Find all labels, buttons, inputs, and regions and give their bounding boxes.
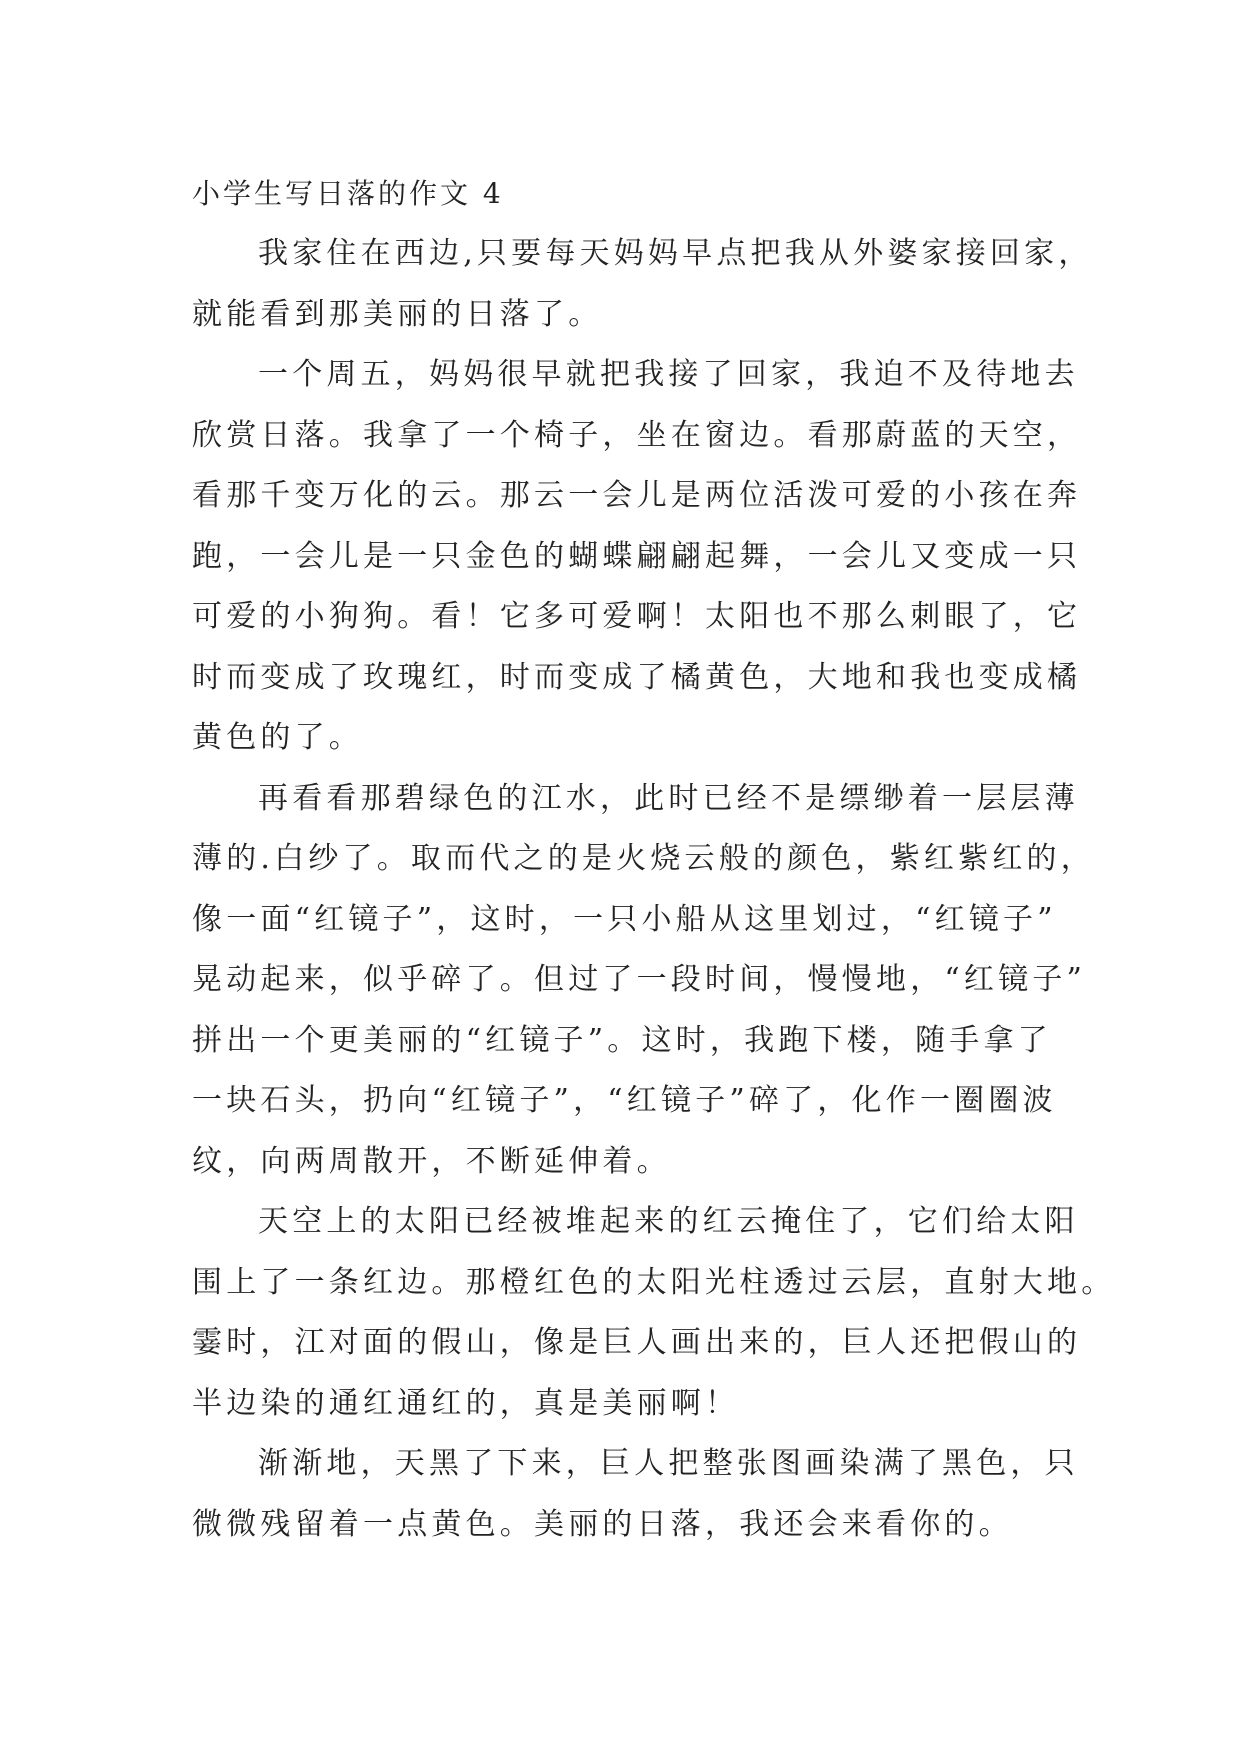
paragraph-line: 纹，向两周散开，不断延伸着。 (192, 1143, 671, 1179)
paragraph-2 (192, 345, 1092, 769)
essay-body (192, 164, 1116, 1555)
paragraph-line: 再看看那碧绿色的江水，此时已经不是缥缈着一层层薄 (258, 780, 1079, 816)
paragraph-line: 可爱的小狗狗。看！它多可爱啊！太阳也不那么刺眼了，它 (192, 599, 1082, 634)
paragraph-line: 时而变成了玫瑰红，时而变成了橘黄色，大地和我也变成橘 (192, 659, 1082, 695)
essay-title: 小学生写日落的作文 4 (192, 177, 504, 210)
paragraph-line: 晃动起来，似乎碎了。但过了一段时间，慢慢地，“红镜子” (192, 962, 1087, 997)
paragraph-line: 半边染的通红通红的，真是美丽啊！ (192, 1385, 740, 1421)
paragraph-line: 薄的.白纱了。取而代之的是火烧云般的颜色，紫红紫红的， (192, 841, 1095, 876)
paragraph-line: 渐渐地，天黑了下来，巨人把整张图画染满了黑色，只 (258, 1446, 1079, 1481)
paragraph-3 (192, 769, 1095, 1193)
paragraph-line: 微微残留着一点黄色。美丽的日落，我还会来看你的。 (192, 1506, 1013, 1542)
paragraph-line: 就能看到那美丽的日落了。 (192, 296, 603, 332)
paragraph-line: 霎时，江对面的假山，像是巨人画出来的，巨人还把假山的 (192, 1325, 1082, 1360)
paragraph-line: 拼出一个更美丽的“红镜子”。这时，我跑下楼，随手拿了 (192, 1022, 1052, 1058)
paragraph-line: 一块石头，扔向“红镜子”，“红镜子”碎了，化作一圈圈波 (192, 1083, 1057, 1118)
paragraph-line: 跑，一会儿是一只金色的蝴蝶翩翩起舞，一会儿又变成一只 (192, 538, 1082, 574)
paragraph-line: 看那千变万化的云。那云一会儿是两位活泼可爱的小孩在奔 (192, 478, 1082, 513)
paragraph-line: 天空上的太阳已经被堆起来的红云掩住了，它们给太阳 (258, 1204, 1079, 1239)
paragraph-line: 一个周五，妈妈很早就把我接了回家，我迫不及待地去 (258, 357, 1079, 392)
paragraph-1 (192, 224, 1092, 345)
paragraph-line: 欣赏日落。我拿了一个椅子，坐在窗边。看那蔚蓝的天空， (192, 417, 1082, 453)
paragraph-5 (192, 1434, 1092, 1555)
paragraph-line: 黄色的了。 (192, 720, 363, 755)
paragraph-4 (192, 1192, 1116, 1434)
paragraph-line: 像一面“红镜子”，这时，一只小船从这里划过，“红镜子” (192, 901, 1057, 937)
paragraph-line: 围上了一条红边。那橙红色的太阳光柱透过云层，直射大地。 (192, 1264, 1116, 1300)
paragraph-line: 我家住在西边,只要每天妈妈早点把我从外婆家接回家， (258, 236, 1093, 271)
